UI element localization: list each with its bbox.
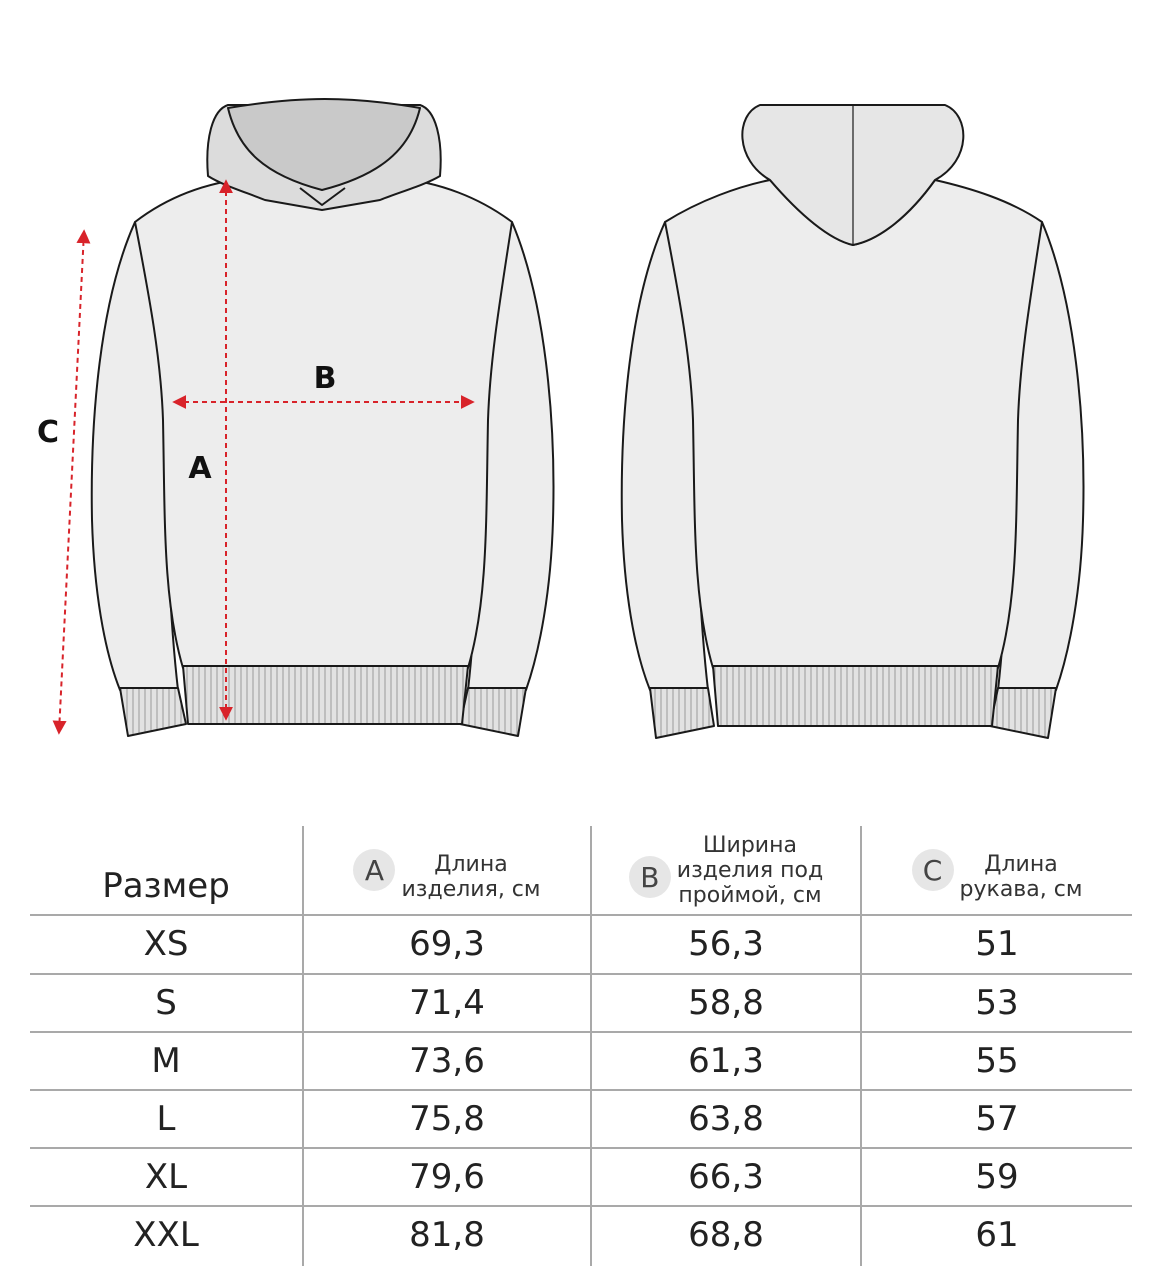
label-b: B [313, 361, 337, 396]
width-cell: 68,8 [688, 1215, 764, 1255]
length-cell: 81,8 [409, 1215, 485, 1255]
width-cell: 58,8 [688, 983, 764, 1023]
measure-line-c [59, 232, 84, 732]
sleeve-cell: 55 [975, 1041, 1019, 1081]
sleeve-cell: 61 [975, 1215, 1019, 1255]
width-cell: 66,3 [688, 1157, 764, 1197]
badge-a: A [353, 849, 395, 891]
sleeve-cell: 57 [975, 1099, 1019, 1139]
label-c: C [36, 415, 60, 450]
length-cell: 73,6 [409, 1041, 485, 1081]
sleeve-cell: 59 [975, 1157, 1019, 1197]
length-cell: 71,4 [409, 983, 485, 1023]
size-cell: M [151, 1041, 181, 1081]
column-header-a [304, 826, 590, 914]
column-header-a-label: Длина изделия, см [401, 852, 541, 902]
column-header-c [862, 826, 1132, 914]
hoodie-front-icon [92, 99, 554, 736]
size-column-header: Размер [102, 866, 230, 906]
sleeve-cell: 51 [975, 924, 1019, 964]
size-cell: XS [143, 924, 189, 964]
sleeve-cell: 53 [975, 983, 1019, 1023]
column-header-b [592, 826, 860, 914]
size-cell: XL [144, 1157, 188, 1197]
size-table [30, 826, 1132, 1266]
length-cell: 79,6 [409, 1157, 485, 1197]
width-cell: 63,8 [688, 1099, 764, 1139]
column-header-c-label: Длина рукава, см [959, 852, 1083, 902]
size-cell: S [155, 983, 177, 1023]
badge-b: B [629, 856, 671, 898]
length-cell: 75,8 [409, 1099, 485, 1139]
width-cell: 61,3 [688, 1041, 764, 1081]
hoodie-back-icon [622, 105, 1084, 738]
size-cell: L [156, 1099, 176, 1139]
column-header-b-label: Ширина изделия под проймой, см [676, 832, 824, 908]
size-cell: XXL [133, 1215, 199, 1255]
length-cell: 69,3 [409, 924, 485, 964]
badge-c: C [912, 849, 954, 891]
width-cell: 56,3 [688, 924, 764, 964]
label-a: A [188, 451, 212, 486]
